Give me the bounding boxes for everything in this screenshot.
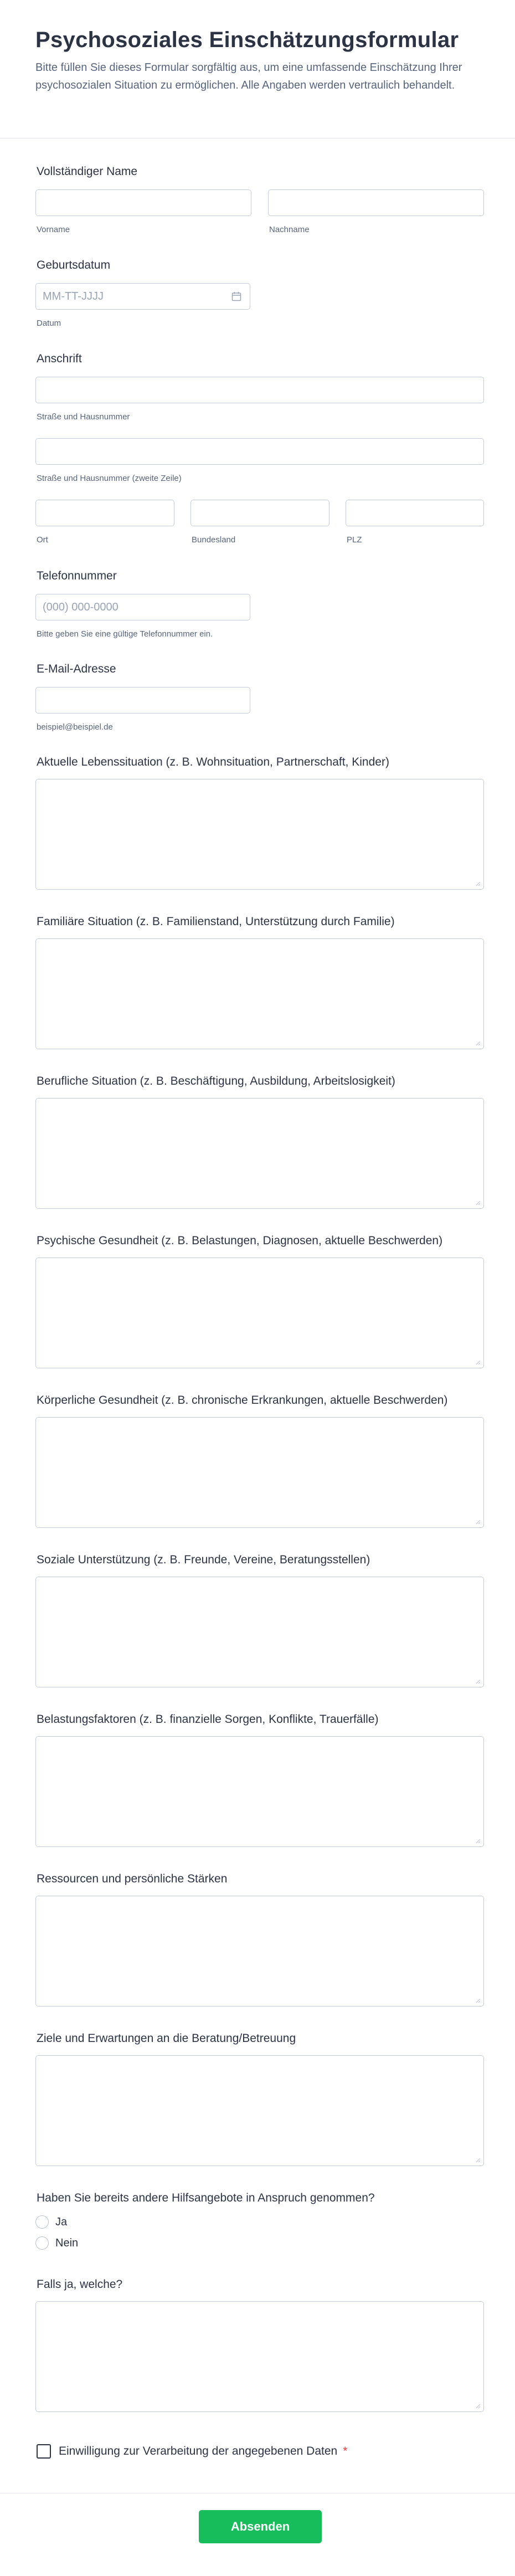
email-input[interactable]: [35, 687, 250, 714]
familiaere-situation-textarea[interactable]: [35, 938, 484, 1049]
radio-option-ja[interactable]: [35, 2215, 67, 2229]
psychische-gesundheit-textarea[interactable]: [35, 1258, 484, 1368]
street1-input[interactable]: [35, 377, 484, 403]
street2-sublabel: Straße und Hausnummer (zweite Zeile): [37, 474, 182, 483]
textarea-label-ziele: Ziele und Erwartungen an die Beratung/Betreuung: [37, 2032, 296, 2045]
street1-sublabel: Straße und Hausnummer: [37, 412, 130, 422]
calendar-icon[interactable]: [231, 291, 241, 301]
street2-input[interactable]: [35, 438, 484, 465]
consent-label: Einwilligung zur Verarbeitung der angegebenen Daten: [59, 2445, 338, 2457]
radio-option-nein[interactable]: [35, 2236, 78, 2250]
phone-label: Telefonnummer: [37, 569, 117, 582]
radio-label: Ja: [55, 2215, 68, 2228]
resize-handle-icon[interactable]: [475, 1679, 481, 1684]
resize-handle-icon[interactable]: [475, 1519, 481, 1525]
koerperliche-gesundheit-textarea[interactable]: [35, 1417, 484, 1528]
city-sublabel: Ort: [37, 535, 48, 545]
soziale-unterstuetzung-textarea[interactable]: [35, 1577, 484, 1687]
textarea-label-psychische-gesundheit: Psychische Gesundheit (z. B. Belastungen, Diagnosen, aktuelle Beschwerden): [37, 1234, 443, 1247]
ressourcen-textarea[interactable]: [35, 1896, 484, 2007]
resize-handle-icon[interactable]: [475, 1998, 481, 2003]
belastungsfaktoren-textarea[interactable]: [35, 1736, 484, 1847]
birthdate-sublabel: Datum: [37, 319, 61, 328]
other-help-label: Haben Sie bereits andere Hilfsangebote in Anspruch genommen?: [37, 2192, 375, 2204]
page-subtitle: Bitte füllen Sie dieses Formular sorgfältig aus, um eine umfassende Einschätzung Ihrer psychosozialen Situation zu ermöglichen. Alle Angaben werden vertraulich behandelt.: [35, 61, 462, 91]
form-header: [0, 0, 515, 138]
ziele-textarea[interactable]: [35, 2055, 484, 2166]
textarea-label-berufliche-situation: Berufliche Situation (z. B. Beschäftigung, Ausbildung, Arbeitslosigkeit): [37, 1075, 395, 1087]
zip-sublabel: PLZ: [347, 535, 362, 545]
submit-button[interactable]: Absenden: [199, 2510, 322, 2543]
consent-row[interactable]: [37, 2444, 347, 2459]
first-name-sublabel: Vorname: [37, 225, 70, 234]
email-label: E-Mail-Adresse: [37, 663, 116, 675]
state-input[interactable]: [190, 500, 329, 526]
email-sublabel: beispiel@beispiel.de: [37, 722, 113, 732]
textarea-label-belastungsfaktoren: Belastungsfaktoren (z. B. finanzielle Sorgen, Konflikte, Trauerfälle): [37, 1713, 379, 1726]
consent-checkbox[interactable]: [37, 2444, 51, 2459]
resize-handle-icon[interactable]: [475, 2403, 481, 2409]
name-label: Vollständiger Name: [37, 165, 138, 178]
textarea-label-lebenssituation: Aktuelle Lebenssituation (z. B. Wohnsituation, Partnerschaft, Kinder): [37, 756, 389, 768]
zip-input[interactable]: [346, 500, 484, 526]
resize-handle-icon[interactable]: [475, 1838, 481, 1844]
radio-label: Nein: [55, 2236, 79, 2249]
resize-handle-icon[interactable]: [475, 1040, 481, 1046]
resize-handle-icon[interactable]: [475, 1200, 481, 1205]
which-label: Falls ja, welche?: [37, 2278, 123, 2291]
birthdate-label: Geburtsdatum: [37, 259, 111, 271]
resize-handle-icon[interactable]: [475, 881, 481, 886]
berufliche-situation-textarea[interactable]: [35, 1098, 484, 1209]
required-mark: *: [343, 2445, 348, 2457]
address-label: Anschrift: [37, 352, 82, 365]
last-name-sublabel: Nachname: [269, 225, 310, 234]
radio-button[interactable]: [35, 2236, 49, 2250]
textarea-label-ressourcen: Ressourcen und persönliche Stärken: [37, 1872, 228, 1885]
resize-handle-icon[interactable]: [475, 1359, 481, 1365]
phone-sublabel: Bitte geben Sie eine gültige Telefonnummer ein.: [37, 629, 213, 639]
lebenssituation-textarea[interactable]: [35, 779, 484, 890]
textarea-label-familiaere-situation: Familiäre Situation (z. B. Familienstand, Unterstützung durch Familie): [37, 915, 395, 928]
textarea-label-koerperliche-gesundheit: Körperliche Gesundheit (z. B. chronische Erkrankungen, aktuelle Beschwerden): [37, 1394, 448, 1407]
last-name-input[interactable]: [268, 189, 484, 216]
page-title: Psychosoziales Einschätzungsformular: [35, 28, 459, 52]
textarea-label-soziale-unterstuetzung: Soziale Unterstützung (z. B. Freunde, Vereine, Beratungsstellen): [37, 1553, 370, 1566]
radio-button[interactable]: [35, 2215, 49, 2229]
state-sublabel: Bundesland: [192, 535, 236, 545]
first-name-input[interactable]: [35, 189, 251, 216]
phone-input[interactable]: [35, 594, 250, 620]
city-input[interactable]: [35, 500, 174, 526]
resize-handle-icon[interactable]: [475, 2157, 481, 2163]
birthdate-input[interactable]: [35, 283, 250, 310]
which-textarea[interactable]: [35, 2301, 484, 2412]
